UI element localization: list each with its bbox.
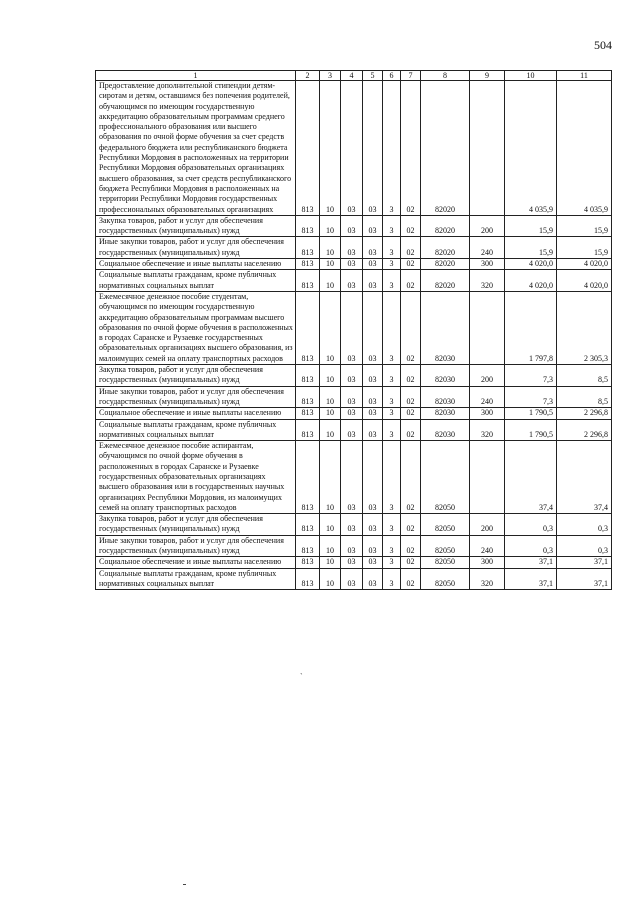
cell-col-9: 240 (470, 386, 505, 408)
table-row (96, 291, 612, 364)
column-header: 9 (470, 71, 505, 81)
table-row (96, 535, 612, 557)
cell-col-6: 3 (383, 291, 401, 364)
cell-col-4: 03 (341, 408, 363, 419)
row-description: Социальные выплаты гражданам, кроме публичных нормативных социальных выплат (96, 270, 296, 292)
cell-col-9 (470, 81, 505, 216)
page-number: 504 (594, 38, 612, 52)
column-header: 8 (421, 71, 470, 81)
cell-col-7: 02 (401, 441, 421, 514)
cell-col-4: 03 (341, 557, 363, 568)
cell-col-10: 1 790,5 (505, 408, 557, 419)
cell-col-2: 813 (296, 291, 320, 364)
cell-col-8: 82030 (421, 419, 470, 441)
cell-col-11: 0,3 (557, 514, 612, 536)
cell-col-6: 3 (383, 270, 401, 292)
cell-col-8: 82050 (421, 557, 470, 568)
cell-col-11: 0,3 (557, 535, 612, 557)
cell-col-7: 02 (401, 270, 421, 292)
cell-col-10: 7,3 (505, 365, 557, 387)
cell-col-3: 10 (320, 270, 341, 292)
cell-col-6: 3 (383, 419, 401, 441)
cell-col-10: 4 035,9 (505, 81, 557, 216)
cell-col-3: 10 (320, 259, 341, 270)
cell-col-9: 300 (470, 557, 505, 568)
cell-col-6: 3 (383, 408, 401, 419)
cell-col-7: 02 (401, 386, 421, 408)
cell-col-2: 813 (296, 270, 320, 292)
column-header: 2 (296, 71, 320, 81)
cell-col-5: 03 (363, 441, 383, 514)
cell-col-4: 03 (341, 237, 363, 259)
cell-col-9: 240 (470, 237, 505, 259)
cell-col-9 (470, 441, 505, 514)
cell-col-2: 813 (296, 557, 320, 568)
cell-col-2: 813 (296, 535, 320, 557)
row-description: Закупка товаров, работ и услуг для обеспечения государственных (муниципальных) нужд (96, 514, 296, 536)
table-row (96, 237, 612, 259)
cell-col-10: 4 020,0 (505, 259, 557, 270)
cell-col-2: 813 (296, 386, 320, 408)
row-description: Ежемесячное денежное пособие аспирантам, обучающимся по очной форме обучения в расположенных в городах Саранске и Рузаевке государственных образовательных организациях высшего образования или в государственных научных организациях Республики Мордовия, из малоимущих семей на оплату транспортных расходов (96, 441, 296, 514)
cell-col-10: 4 020,0 (505, 270, 557, 292)
cell-col-3: 10 (320, 535, 341, 557)
row-description: Социальное обеспечение и иные выплаты населению (96, 557, 296, 568)
cell-col-5: 03 (363, 237, 383, 259)
row-description: Социальные выплаты гражданам, кроме публичных нормативных социальных выплат (96, 419, 296, 441)
cell-col-4: 03 (341, 81, 363, 216)
table-row (96, 215, 612, 237)
column-header: 7 (401, 71, 421, 81)
cell-col-7: 02 (401, 514, 421, 536)
cell-col-11: 4 020,0 (557, 270, 612, 292)
table-row (96, 386, 612, 408)
cell-col-11: 4 020,0 (557, 259, 612, 270)
cell-col-9: 320 (470, 568, 505, 590)
cell-col-4: 03 (341, 365, 363, 387)
header-row (96, 71, 612, 81)
cell-col-6: 3 (383, 535, 401, 557)
table-row (96, 365, 612, 387)
cell-col-8: 82030 (421, 291, 470, 364)
cell-col-5: 03 (363, 535, 383, 557)
cell-col-4: 03 (341, 270, 363, 292)
cell-col-6: 3 (383, 365, 401, 387)
cell-col-9: 320 (470, 419, 505, 441)
table-row (96, 259, 612, 270)
cell-col-2: 813 (296, 408, 320, 419)
cell-col-8: 82020 (421, 215, 470, 237)
cell-col-11: 8,5 (557, 365, 612, 387)
scan-artifact (183, 884, 186, 885)
cell-col-2: 813 (296, 365, 320, 387)
cell-col-11: 8,5 (557, 386, 612, 408)
cell-col-10: 15,9 (505, 215, 557, 237)
cell-col-5: 03 (363, 419, 383, 441)
row-description: Закупка товаров, работ и услуг для обеспечения государственных (муниципальных) нужд (96, 365, 296, 387)
row-description: Иные закупки товаров, работ и услуг для обеспечения государственных (муниципальных) нужд (96, 386, 296, 408)
cell-col-2: 813 (296, 514, 320, 536)
cell-col-5: 03 (363, 259, 383, 270)
row-description: Закупка товаров, работ и услуг для обеспечения государственных (муниципальных) нужд (96, 215, 296, 237)
cell-col-11: 15,9 (557, 215, 612, 237)
cell-col-3: 10 (320, 557, 341, 568)
cell-col-7: 02 (401, 259, 421, 270)
cell-col-5: 03 (363, 568, 383, 590)
cell-col-11: 4 035,9 (557, 81, 612, 216)
cell-col-3: 10 (320, 215, 341, 237)
cell-col-10: 37,1 (505, 557, 557, 568)
cell-col-4: 03 (341, 514, 363, 536)
cell-col-5: 03 (363, 557, 383, 568)
row-description: Социальные выплаты гражданам, кроме публичных нормативных социальных выплат (96, 568, 296, 590)
cell-col-6: 3 (383, 81, 401, 216)
cell-col-10: 37,1 (505, 568, 557, 590)
cell-col-3: 10 (320, 291, 341, 364)
cell-col-6: 3 (383, 568, 401, 590)
cell-col-10: 1 797,8 (505, 291, 557, 364)
cell-col-10: 0,3 (505, 535, 557, 557)
cell-col-3: 10 (320, 365, 341, 387)
cell-col-5: 03 (363, 270, 383, 292)
column-header: 10 (505, 71, 557, 81)
cell-col-3: 10 (320, 568, 341, 590)
cell-col-7: 02 (401, 568, 421, 590)
cell-col-11: 37,4 (557, 441, 612, 514)
cell-col-5: 03 (363, 291, 383, 364)
cell-col-6: 3 (383, 259, 401, 270)
cell-col-4: 03 (341, 568, 363, 590)
cell-col-8: 82030 (421, 408, 470, 419)
row-description: Иные закупки товаров, работ и услуг для обеспечения государственных (муниципальных) нужд (96, 237, 296, 259)
cell-col-7: 02 (401, 365, 421, 387)
cell-col-11: 2 305,3 (557, 291, 612, 364)
cell-col-7: 02 (401, 237, 421, 259)
cell-col-11: 2 296,8 (557, 419, 612, 441)
column-header: 1 (96, 71, 296, 81)
row-description: Иные закупки товаров, работ и услуг для обеспечения государственных (муниципальных) нужд (96, 535, 296, 557)
cell-col-10: 37,4 (505, 441, 557, 514)
column-header: 11 (557, 71, 612, 81)
column-header: 4 (341, 71, 363, 81)
cell-col-7: 02 (401, 215, 421, 237)
stray-mark: ` (300, 672, 303, 681)
cell-col-7: 02 (401, 408, 421, 419)
cell-col-9: 300 (470, 408, 505, 419)
cell-col-2: 813 (296, 259, 320, 270)
cell-col-8: 82050 (421, 568, 470, 590)
cell-col-9: 320 (470, 270, 505, 292)
row-description: Социальное обеспечение и иные выплаты населению (96, 408, 296, 419)
cell-col-3: 10 (320, 419, 341, 441)
cell-col-11: 37,1 (557, 568, 612, 590)
cell-col-10: 0,3 (505, 514, 557, 536)
cell-col-10: 7,3 (505, 386, 557, 408)
cell-col-4: 03 (341, 215, 363, 237)
table-row (96, 270, 612, 292)
table-row (96, 419, 612, 441)
cell-col-8: 82050 (421, 535, 470, 557)
cell-col-4: 03 (341, 535, 363, 557)
cell-col-5: 03 (363, 81, 383, 216)
cell-col-5: 03 (363, 408, 383, 419)
cell-col-3: 10 (320, 386, 341, 408)
cell-col-3: 10 (320, 81, 341, 216)
cell-col-8: 82020 (421, 270, 470, 292)
column-header: 3 (320, 71, 341, 81)
row-description: Ежемесячное денежное пособие студентам, обучающимся по имеющим государственную аккредитацию образовательным программам высшего образования по очной форме обучения в расположенных в городах Саранске и Рузаевке государственных образовательных организациях высшего образования, из малоимущих семей на оплату транспортных расходов (96, 291, 296, 364)
cell-col-4: 03 (341, 441, 363, 514)
cell-col-8: 82050 (421, 514, 470, 536)
cell-col-2: 813 (296, 237, 320, 259)
cell-col-7: 02 (401, 81, 421, 216)
cell-col-9 (470, 291, 505, 364)
cell-col-6: 3 (383, 514, 401, 536)
cell-col-3: 10 (320, 441, 341, 514)
cell-col-9: 240 (470, 535, 505, 557)
table-row (96, 568, 612, 590)
cell-col-3: 10 (320, 237, 341, 259)
column-header: 6 (383, 71, 401, 81)
cell-col-5: 03 (363, 514, 383, 536)
cell-col-11: 15,9 (557, 237, 612, 259)
table-row (96, 81, 612, 216)
cell-col-8: 82050 (421, 441, 470, 514)
cell-col-8: 82020 (421, 237, 470, 259)
cell-col-2: 813 (296, 81, 320, 216)
row-description: Предоставление дополнительной стипендии детям-сиротам и детям, оставшимся без попечения родителей, обучающимся по имеющим государственную аккредитацию образовательным программам среднего профессионального образования или высшего образования по очной форме обучения за счет средств федерального бюджета или республиканского бюджета Республики Мордовия в расположенных на территории Республики Мордовия образовательных организациях высшего образования, за счет средств республиканского бюджета Республики Мордовия в расположенных на территории Республики Мордовия государственных профессиональных образовательных организациях (96, 81, 296, 216)
cell-col-4: 03 (341, 259, 363, 270)
cell-col-10: 15,9 (505, 237, 557, 259)
cell-col-6: 3 (383, 215, 401, 237)
cell-col-9: 200 (470, 514, 505, 536)
cell-col-4: 03 (341, 419, 363, 441)
cell-col-11: 37,1 (557, 557, 612, 568)
cell-col-8: 82020 (421, 259, 470, 270)
table-row (96, 514, 612, 536)
cell-col-7: 02 (401, 535, 421, 557)
cell-col-5: 03 (363, 365, 383, 387)
cell-col-5: 03 (363, 215, 383, 237)
cell-col-2: 813 (296, 215, 320, 237)
table-row (96, 408, 612, 419)
cell-col-2: 813 (296, 441, 320, 514)
table-row (96, 441, 612, 514)
cell-col-9: 200 (470, 215, 505, 237)
cell-col-7: 02 (401, 557, 421, 568)
cell-col-3: 10 (320, 408, 341, 419)
cell-col-3: 10 (320, 514, 341, 536)
cell-col-7: 02 (401, 291, 421, 364)
cell-col-6: 3 (383, 237, 401, 259)
cell-col-10: 1 790,5 (505, 419, 557, 441)
row-description: Социальное обеспечение и иные выплаты населению (96, 259, 296, 270)
cell-col-8: 82030 (421, 386, 470, 408)
cell-col-2: 813 (296, 568, 320, 590)
cell-col-5: 03 (363, 386, 383, 408)
cell-col-2: 813 (296, 419, 320, 441)
cell-col-7: 02 (401, 419, 421, 441)
cell-col-8: 82020 (421, 81, 470, 216)
cell-col-9: 300 (470, 259, 505, 270)
column-header: 5 (363, 71, 383, 81)
table-row (96, 557, 612, 568)
cell-col-6: 3 (383, 557, 401, 568)
cell-col-6: 3 (383, 386, 401, 408)
cell-col-11: 2 296,8 (557, 408, 612, 419)
cell-col-4: 03 (341, 291, 363, 364)
cell-col-4: 03 (341, 386, 363, 408)
cell-col-9: 200 (470, 365, 505, 387)
cell-col-6: 3 (383, 441, 401, 514)
budget-table (95, 70, 612, 590)
cell-col-8: 82030 (421, 365, 470, 387)
